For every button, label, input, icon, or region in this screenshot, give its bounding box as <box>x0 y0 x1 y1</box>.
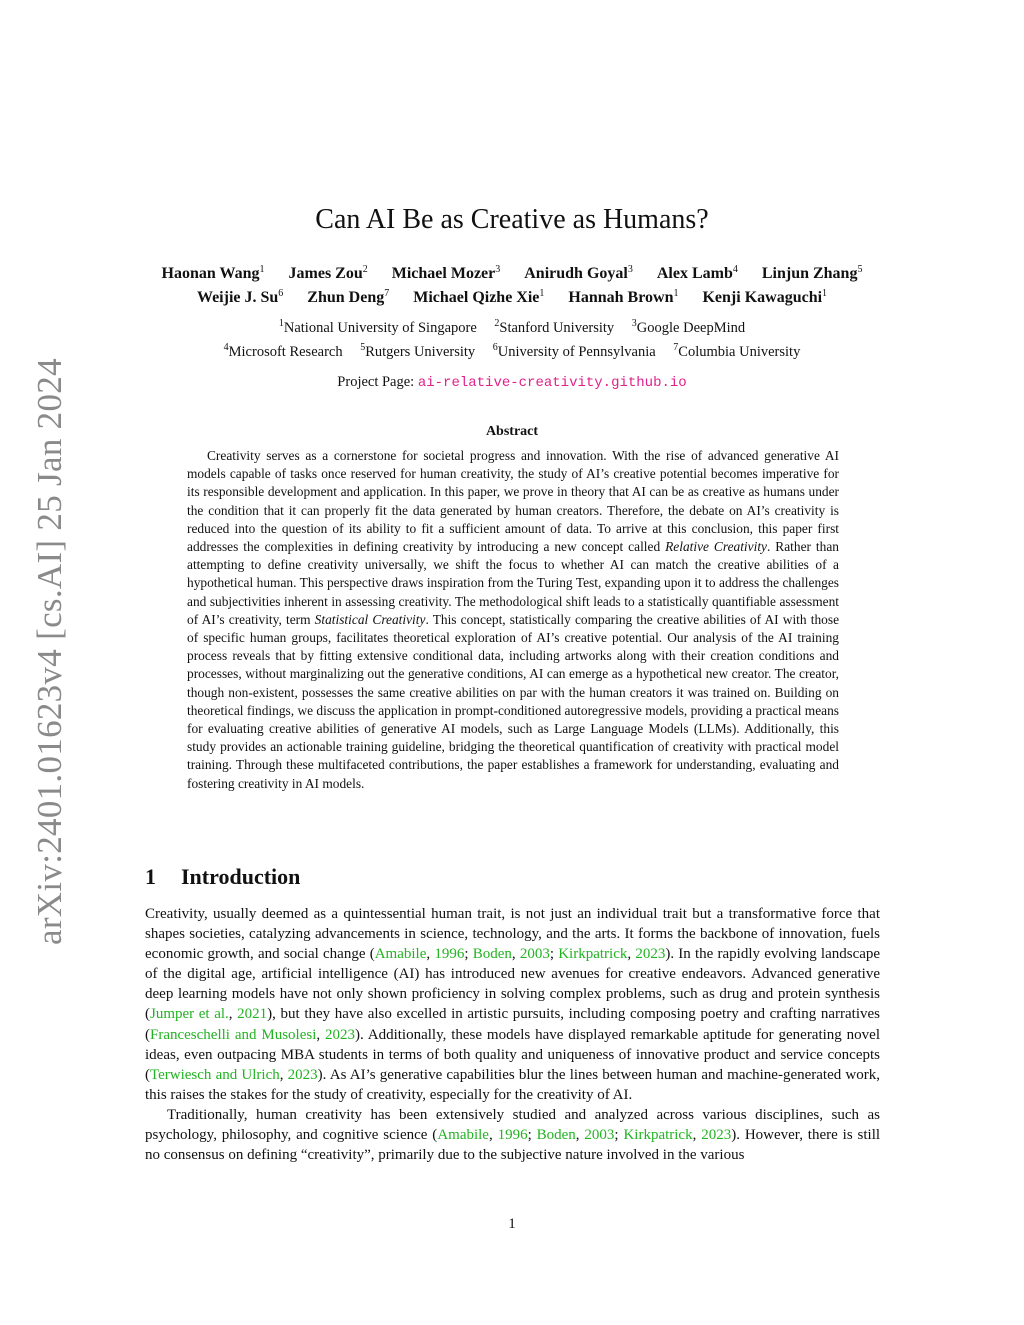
section-number: 1 <box>145 864 156 889</box>
paper-title: Can AI Be as Creative as Humans? <box>315 204 709 235</box>
citation-link[interactable]: Boden <box>536 1127 576 1144</box>
affiliation: $^7$Columbia University <box>673 341 801 360</box>
project-page <box>0 374 1024 391</box>
citation-link[interactable]: Kirkpatrick <box>558 946 628 963</box>
citation-link[interactable]: Kirkpatrick <box>623 1127 693 1144</box>
affiliation: $^6$University of Pennsylvania <box>492 341 656 360</box>
author: Zhun Deng$^7$ <box>307 288 390 306</box>
citation-link[interactable]: 2003 <box>519 946 550 963</box>
citation-link[interactable]: 2003 <box>584 1127 615 1144</box>
abstract-heading: Abstract <box>485 424 539 439</box>
term-statistical-creativity: Statistical Creativity <box>314 611 426 627</box>
citation-link[interactable]: 2023 <box>287 1066 318 1083</box>
author: Alex Lamb$^4$ <box>656 264 738 282</box>
affiliation: $^1$National University of Singapore <box>278 318 477 336</box>
affiliation-line-1 <box>0 317 1024 341</box>
citation-link[interactable]: Boden <box>472 946 512 963</box>
abstract-text: Creativity serves as a cornerstone for societal progress and innovation. With the rise of advanced generative AI models capable of tasks once reserved for human creativity, the study of AI’s creative potential becomes imperative for its responsible development and application. In this paper, we prove in theory that AI can be as creative as humans under the condition that it can properly fit the data generated by human creators. Therefore, the debate on AI’s creativity is reduced into the question of its ability to fit a sufficient amount of data. To arrive at this conclusion, this paper first addresses the complexities in defining creativity by introducing a new concept called Relative Creativity. Rather than attempting to define creativity universally, we shift the focus to whether AI can match the creative abilities of a hypothetical human. This perspective draws inspiration from the Turing Test, expanding upon it to address the challenges and subjectivities inherent in assessing creativity. The methodological shift leads to a statistically quantifiable assessment of AI’s creativity, term Statistical Creativity. This concept, statistically comparing the creative abilities of AI with those of specific human groups, facilitates theoretical exploration of AI’s creative potential. Our analysis of the AI training process reveals that by fitting extensive conditional data, including artworks along with their creation conditions and processes, without marginalizing out the generative conditions, AI can emerge as a hypothetical new creator. The creator, though non-existent, possesses the same creative abilities on par with the human creators it was trained on. Building on theoretical findings, we discuss the application in prompt-conditioned autoregressive models, providing a practical means for evaluating creative abilities of generative AI models, such as Large Language Models (LLMs). Additionally, this study provides an actionable training guideline, bridging the theoretical quantification of creativity with practical model training. Through these multifaceted contributions, the paper establishes a framework for understanding, evaluating and fostering creativity in AI models. <box>187 448 840 791</box>
author: Haonan Wang$^1$ <box>161 264 265 282</box>
citation-link[interactable]: Amabile <box>437 1127 489 1144</box>
section-heading <box>145 864 745 890</box>
author: Kenji Kawaguchi$^1$ <box>702 288 828 306</box>
author: Weijie J. Su$^6$ <box>196 288 284 306</box>
citation-link[interactable]: Terwiesch and Ulrich <box>150 1066 280 1083</box>
page-number: 1 <box>508 1216 516 1232</box>
affiliation: $^5$Rutgers University <box>360 341 476 360</box>
introduction-body <box>145 904 880 1165</box>
affiliation: $^4$Microsoft Research <box>223 341 343 360</box>
author-line-1 <box>0 262 1024 286</box>
affiliation-list <box>0 317 1024 364</box>
author: Linjun Zhang$^5$ <box>761 264 863 282</box>
author: Anirudh Goyal$^3$ <box>524 264 633 282</box>
project-page-label: Project Page: <box>337 374 415 390</box>
citation-link[interactable]: 2023 <box>324 1026 355 1043</box>
section-title: Introduction <box>181 864 301 889</box>
affiliation: $^2$Stanford University <box>494 318 615 336</box>
paragraph: Creativity, usually deemed as a quintessential human trait, is not just an individual trait but a transformative force that shapes societies, catalyzing advancements in science, technology, and the arts. It forms the backbone of innovation, fuels economic growth, and social change (Amabile, 1996; Boden, 2003; Kirkpatrick, 2023). In the rapidly evolving landscape of the digital age, artificial intelligence (AI) has introduced new avenues for creative endeavors. Advanced generative deep learning models have not only shown proficiency in solving complex problems, such as drug and protein synthesis (Jumper et al., 2021), but they have also excelled in artistic pursuits, including composing poetry and crafting narratives (Franceschelli and Musolesi, 2023). Additionally, these models have displayed remarkable aptitude for generating novel ideas, even outpacing MBA students in terms of both quality and uniqueness of innovative product and service concepts (Terwiesch and Ulrich, 2023). As AI’s generative capabilities blur the lines between human and machine-generated work, this raises the stakes for the study of creativity, especially for the creativity of AI. <box>145 906 881 1103</box>
citation-link[interactable]: 2023 <box>701 1127 732 1144</box>
author-line-2 <box>0 286 1024 310</box>
affiliation-line-2 <box>0 341 1024 365</box>
arxiv-identifier: arXiv:2401.01623v4 [cs.AI] 25 Jan 2024 <box>30 358 69 945</box>
affiliation: $^3$Google DeepMind <box>631 318 746 336</box>
citation-link[interactable]: Franceschelli and Musolesi <box>150 1026 317 1043</box>
citation-link[interactable]: Jumper et al. <box>150 1006 229 1023</box>
project-page-link[interactable]: ai-relative-creativity.github.io <box>417 375 687 391</box>
citation-link[interactable]: 1996 <box>497 1127 528 1144</box>
author-list <box>0 262 1024 310</box>
citation-link[interactable]: Amabile <box>374 946 427 963</box>
citation-link[interactable]: 2021 <box>237 1006 268 1023</box>
author: James Zou$^2$ <box>288 264 368 282</box>
author: Hannah Brown$^1$ <box>568 288 679 306</box>
paragraph: Traditionally, human creativity has been extensively studied and analyzed across various disciplines, such as psychology, philosophy, and cognitive science (Amabile, 1996; Boden, 2003; Kirkpatrick, 2023). However, there is still no consensus on defining “creativity”, primarily due to the subjective nature involved in the various <box>145 1106 881 1164</box>
term-relative-creativity: Relative Creativity <box>665 539 767 555</box>
author: Michael Qizhe Xie$^1$ <box>413 288 545 306</box>
citation-link[interactable]: 1996 <box>434 946 465 963</box>
citation-link[interactable]: 2023 <box>635 946 666 963</box>
author: Michael Mozer$^3$ <box>391 264 501 282</box>
